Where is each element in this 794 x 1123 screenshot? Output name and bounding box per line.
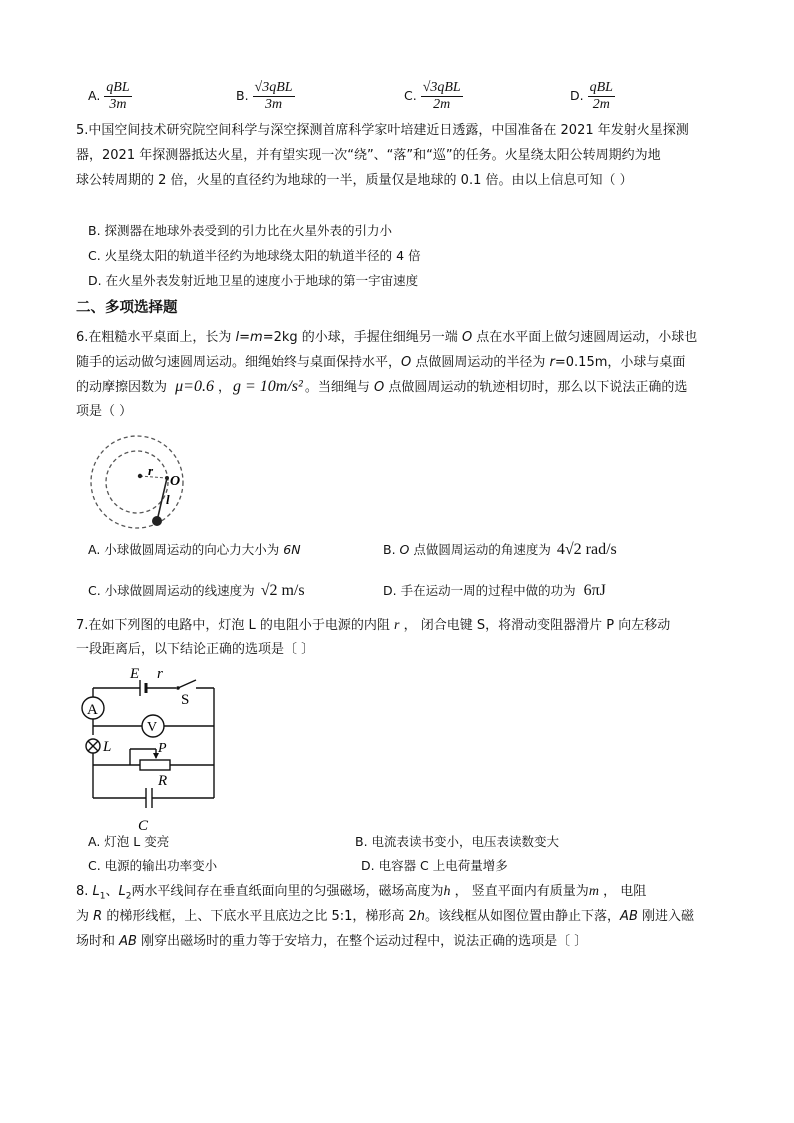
q6-option-a: [88, 541, 301, 559]
q6-line-3: [76, 378, 687, 397]
variable: L: [118, 884, 126, 899]
label-r: r: [148, 463, 154, 478]
variable: m: [588, 884, 599, 899]
variable: r: [549, 355, 555, 370]
variable: r: [394, 618, 400, 633]
q5-line-1: 5.中国空间技术研究院空间科学与深空探测首席科学家叶培建近日透露，中国准备在 2021 年发射火星探测: [76, 123, 689, 138]
denominator: 2m: [433, 97, 451, 112]
text: ， 闭合电键 S，将滑动变阻器滑片 P 向左移动: [399, 618, 671, 633]
option-letter: A.: [88, 88, 101, 103]
text: D. 手在运动一周的过程中做的功为: [383, 583, 576, 598]
q5-option-c: C. 火星绕太阳的轨道半径约为地球绕太阳的轨道半径的 4 倍: [88, 248, 421, 263]
q5-option-d: D. 在火星外表发射近地卫星的速度小于地球的第一宇宙速度: [88, 273, 419, 288]
q7-option-a: A. 灯泡 L 变亮: [88, 834, 170, 849]
q8-line-2: [76, 908, 694, 926]
variable: O: [399, 542, 410, 557]
text: 8.: [76, 884, 93, 899]
label-r-resistor: R: [158, 773, 168, 789]
text: ， 电阻: [598, 884, 647, 899]
option-letter: B.: [236, 88, 249, 103]
value: 6πJ: [583, 582, 606, 599]
q7-option-b: B. 电流表读书变小，电压表读数变大: [355, 834, 560, 849]
q4-option-c: [404, 80, 463, 113]
text: 两水平线间存在垂直纸面向里的匀强磁场，磁场高度为: [131, 884, 444, 899]
text: 点做圆周运动的轨迹相切时，那么以下说法正确的选: [384, 380, 688, 395]
value: 4√2 rad/s: [556, 541, 617, 558]
text: 刚穿出磁场时的重力等于安培力，在整个运动过程中，说法正确的选项是〔 〕: [136, 934, 588, 949]
circuit-diagram: [78, 664, 220, 836]
switch-blade: [178, 680, 196, 688]
variable: h: [443, 884, 451, 899]
q5-line-2: 器，2021 年探测器抵达火星，并有望实现一次“绕”、“落”和“巡”的任务。火星绕太阳公转周期约为地: [76, 148, 661, 163]
label-s: S: [181, 692, 190, 708]
text: 的梯形线框，上、下底水平且底边之比 5:1，梯形高 2: [102, 909, 417, 924]
numerator: √3qBL: [422, 80, 461, 95]
q4-option-b: [236, 80, 295, 113]
label-p: P: [158, 741, 167, 756]
q4-option-a: [88, 80, 132, 113]
denominator: 3m: [265, 97, 283, 112]
q6-line-4: 项是（ ）: [76, 404, 133, 419]
text: 刚进入磁: [637, 909, 694, 924]
text: 的动摩擦因数为: [76, 380, 172, 395]
text: 场时和: [76, 934, 120, 949]
value: 6N: [283, 542, 301, 557]
text: 。该线框从如图位置由静止下落，: [425, 909, 621, 924]
label-a: A: [87, 702, 98, 718]
label-r: r: [157, 666, 163, 682]
variable: O: [461, 330, 473, 345]
variable: AB: [119, 934, 137, 949]
text: 为: [76, 909, 94, 924]
q6-option-b: [383, 541, 617, 559]
subscript: 2: [125, 891, 132, 902]
q7-line-2: 一段距离后，以下结论正确的选项是〔 〕: [76, 642, 315, 657]
text: 点做圆周运动的角速度为: [409, 542, 551, 557]
q7-line-1: [76, 617, 670, 635]
inner-circle-path: [106, 451, 168, 513]
variable: O: [401, 355, 412, 370]
option-letter: C.: [404, 88, 417, 103]
numerator: qBL: [106, 80, 130, 95]
center-dot: [138, 474, 142, 478]
text: 点做圆周运动的半径为: [411, 355, 550, 370]
q4-option-d: [570, 80, 615, 113]
q5-option-b: B. 探测器在地球外表受到的引力比在火星外表的引力小: [88, 223, 393, 238]
section-heading: 二、多项选择题: [76, 300, 178, 316]
q7-option-d: D. 电容器 C 上电荷量增多: [361, 858, 508, 873]
q7-option-c: C. 电源的输出功率变小: [88, 858, 218, 873]
rheostat-body: [140, 760, 170, 770]
fraction: [421, 80, 463, 113]
variable: h: [416, 909, 426, 924]
q6-line-2: [76, 354, 685, 372]
variable: L: [92, 884, 100, 899]
q6-option-c: [88, 582, 305, 600]
variable: l=m: [235, 330, 263, 345]
text: B.: [383, 542, 400, 557]
subscript: 1: [99, 891, 106, 902]
text: C. 小球做圆周运动的线速度为: [88, 583, 255, 598]
text: =0.15m，小球与桌面: [554, 355, 686, 370]
text: =2kg 的小球，手握住细绳另一端: [262, 330, 462, 345]
value: √2 m/s: [260, 582, 305, 599]
label-l: l: [166, 492, 170, 507]
label-v: V: [147, 720, 158, 735]
q6-option-d: [383, 582, 606, 600]
text: 、: [105, 884, 119, 899]
text: 7.在如下列图的电路中，灯泡 L 的电阻小于电源的内阻: [76, 618, 395, 633]
text: A. 小球做圆周运动的向心力大小为: [88, 542, 284, 557]
text: 6.在粗糙水平桌面上，长为: [76, 330, 236, 345]
switch-contact: [176, 686, 180, 690]
label-o: O: [170, 474, 181, 489]
label-e: E: [130, 666, 140, 682]
label-l: L: [103, 739, 112, 755]
text: ，: [217, 380, 231, 395]
variable: AB: [620, 909, 638, 924]
q8-line-3: [76, 933, 587, 951]
q5-line-3: 球公转周期的 2 倍，火星的直径约为地球的一半，质量仅是地球的 0.1 倍。由以上信息可知（ ）: [76, 173, 633, 188]
fraction: [104, 80, 131, 113]
formula-g: g = 10m/s²: [232, 378, 303, 395]
denominator: 2m: [592, 97, 610, 112]
formula-mu: μ=0.6: [175, 378, 214, 395]
point-o: [165, 476, 169, 480]
circular-motion-figure: [82, 432, 192, 532]
option-letter: D.: [570, 88, 584, 103]
text: 。当细绳与: [304, 380, 374, 395]
text: 随手的运动做匀速圆周运动。细绳始终与桌面保持水平，: [76, 355, 402, 370]
numerator: √3qBL: [254, 80, 293, 95]
text: ， 竖直平面内有质量为: [450, 884, 589, 899]
fraction: [253, 80, 295, 113]
label-c: C: [138, 818, 149, 834]
denominator: 3m: [109, 97, 127, 112]
fraction: [588, 80, 615, 113]
radius-line: [140, 476, 167, 478]
variable: R: [93, 909, 103, 924]
text: 点在水平面上做匀速圆周运动，小球也: [472, 330, 698, 345]
ball: [152, 516, 162, 526]
q8-line-1: [76, 883, 646, 906]
q6-line-1: [76, 329, 697, 347]
numerator: qBL: [589, 80, 613, 95]
variable: O: [373, 380, 385, 395]
